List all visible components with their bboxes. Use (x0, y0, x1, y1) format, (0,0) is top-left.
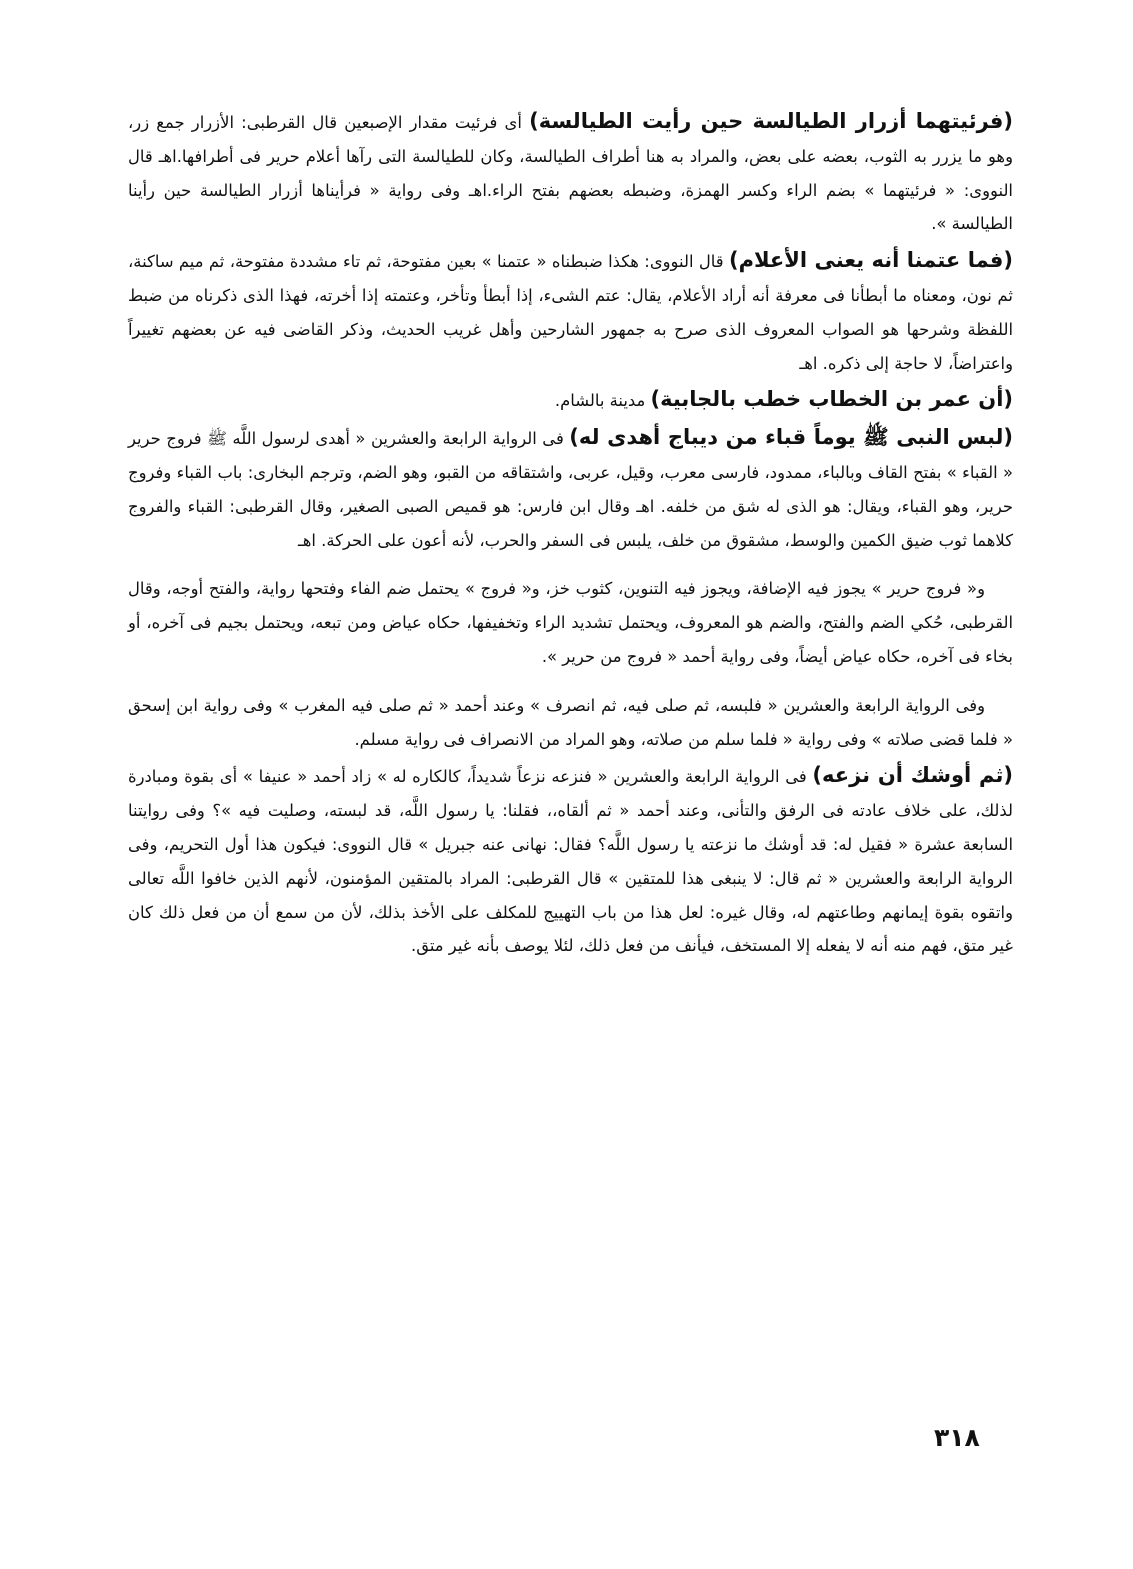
paragraph-text: و« فروج حرير » يجوز فيه الإضافة، ويجوز فيه التنوين، كثوب خز، و« فروج » يحتمل ضم الفاء وفتحها رواية، والفتح أوجه، وقال القرطبى، حُكي الضم والفتح، والضم هو المعروف، ويحتمل تشديد الراء وتخفيفها، حكاه عياض ومن تبعه، ويحتمل بجيم فى آخره، أو بخاء فى آخره، حكاه عياض أيضاً، وفى رواية أحمد « فروج من حرير ». (128, 579, 1013, 666)
paragraph-text: أى فرئيت مقدار الإصبعين قال القرطبى: الأزرار جمع زر، وهو ما يزرر به الثوب، بعضه على بعض، والمراد به هنا أطراف الطيالسة، وكان للطيالسة التى رآها أعلام حرير فى أطرافها.اهـ قال النووى: « فرئيتهما » بضم الراء وكسر الهمزة، وضبطه بعضهم بفتح الراء.اهـ وفى رواية « فرأيناها أزرار الطيالسة حين رأينا الطيالسة ». (128, 113, 1013, 234)
paragraph-heading: (لبس النبى ﷺ يوماً قباء من ديباج أهدى له) (569, 425, 1013, 450)
page-number: ٣١٨ (934, 1423, 980, 1452)
paragraph-text: فى الرواية الرابعة والعشرين « أهدى لرسول اللَّه ﷺ فروج حرير « القباء » بفتح القاف وبالباء، ممدود، فارسى معرب، وقيل، عربى، واشتقاقه من القبو، وهو الضم، وترجم البخارى: باب القباء وفروج حرير، وهو القباء، ويقال: هو الذى له شق من خلفه. اهـ وقال ابن فارس: هو قميص الصبى الصغير، وقال القرطبى: القباء والفروج كلاهما ثوب ضيق الكمين والوسط، مشقوق من خلف، يلبس فى السفر والحرب، لأنه أعون على الحركة. اهـ (128, 429, 1013, 550)
paragraph-text: فى الرواية الرابعة والعشرين « فنزعه نزعاً شديداً، كالكاره له » زاد أحمد « عنيفا » أى بقوة ومبادرة لذلك، على خلاف عادته فى الرفق والتأنى، وعند أحمد « ثم ألقاه،، فقلنا: يا رسول اللَّه، قد لبسته، وصليت فيه »؟ وفى روايتنا السابعة عشرة « فقيل له: قد أوشك ما نزعته يا رسول اللَّه؟ فقال: نهانى عنه جبريل » قال النووى: فيكون هذا أول التحريم، وفى الرواية الرابعة والعشرين « ثم قال: لا ينبغى هذا للمتقين » قال القرطبى: المراد بالمتقين المؤمنون، لأنهم الذين خافوا اللَّه تعالى واتقوه بقوة إيمانهم وطاعتهم له، وقال غيره: لعل هذا من باب التهييج للمكلف على الأخذ بذلك، لأن من سمع أن من فعل ذلك كان غير متق، فهم منه أنه لا يفعله إلا المستخف، فيأنف من فعل ذلك، لئلا يوصف بأنه غير متق. (128, 767, 1013, 956)
paragraph-farruj (128, 572, 1013, 673)
paragraph-tailasa (128, 105, 1013, 241)
paragraph-heading: (أن عمر بن الخطاب خطب بالجابية) (650, 387, 1013, 412)
paragraph-heading: (فرئيتهما أزرار الطيالسة حين رأيت الطيالسة) (529, 109, 1013, 133)
paragraph-heading: (ثم أوشك أن نزعه) (812, 763, 1013, 788)
paragraph-nazaa (128, 759, 1013, 963)
paragraph-prayer (128, 689, 1013, 757)
paragraph-text: قال النووى: هكذا ضبطناه « عتمنا » بعين مفتوحة، ثم تاء مشددة مفتوحة، ثم ميم ساكنة، ثم نون، ومعناه ما أبطأنا فى معرفة أنه أراد الأعلام، يقال: عتم الشىء، إذا أبطأ وتأخر، وعتمته إذا أخرته، فهذا الذى ذكرناه من ضبط اللفظة وشرحها هو الصواب المعروف الذى صرح به جمهور الشارحين وأهل غريب الحديث، وذكر القاضى فيه عن بعضهم تغييراً واعتراضاً، لا حاجة إلى ذكره. اهـ (128, 252, 1013, 373)
paragraph-heading: (فما عتمنا أنه يعنى الأعلام) (728, 248, 1014, 273)
paragraph-text: مدينة بالشام. (554, 391, 651, 411)
paragraph-atamna (128, 244, 1013, 380)
page-body (128, 105, 1013, 963)
paragraph-text: وفى الرواية الرابعة والعشرين « فلبسه، ثم صلى فيه، ثم انصرف » وعند أحمد « ثم صلى فيه المغرب » وفى رواية ابن إسحق « فلما قضى صلاته » وفى رواية « فلما سلم من صلاته، وهو المراد من الانصراف فى رواية مسلم. (128, 695, 1013, 749)
paragraph-jabiya (128, 383, 1013, 418)
paragraph-qaba (128, 421, 1013, 557)
